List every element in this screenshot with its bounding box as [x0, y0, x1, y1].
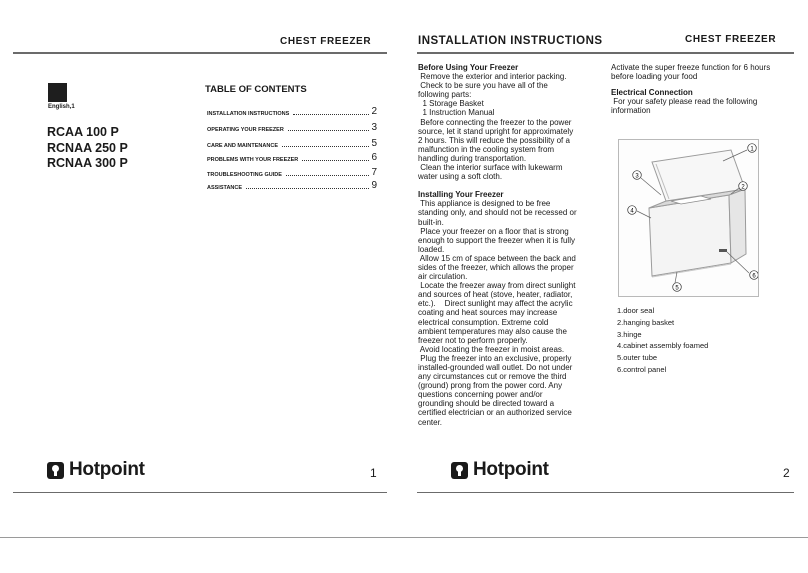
- toc-entry[interactable]: [207, 105, 377, 117]
- model-name: RCNAA 300 P: [47, 156, 128, 170]
- body-line: center.: [418, 417, 443, 427]
- callout-number: 2: [741, 184, 745, 191]
- toc-entry[interactable]: [207, 151, 377, 163]
- body-line: Plug the freezer into an exclusive, properly: [418, 353, 572, 363]
- body-line: 1 Storage Basket: [418, 99, 484, 109]
- body-line: ambient temperatures may also cause the: [418, 326, 567, 336]
- body-line: before loading your food: [611, 72, 698, 82]
- left-header: CHEST FREEZER: [280, 36, 372, 47]
- toc-title: TABLE OF CONTENTS: [205, 84, 307, 95]
- side-column: [611, 63, 801, 115]
- parts-legend: [617, 305, 708, 376]
- callout-number: 6: [752, 273, 756, 280]
- parts-legend-item: 2.hanging basket: [617, 317, 675, 327]
- body-line: questions concerning power and/or: [418, 390, 543, 400]
- body-line: information: [611, 106, 651, 116]
- language-label: English,1: [48, 104, 75, 110]
- body-line: and sources of heat (stove, heater, radiator,: [418, 290, 573, 300]
- toc-leader: [282, 146, 369, 147]
- cabinet-side: [729, 189, 746, 263]
- body-line: Check to be sure you have all of the: [418, 81, 548, 91]
- brand-logo: [451, 459, 549, 481]
- control-panel-shape: [719, 249, 727, 252]
- instructions-column: [418, 63, 603, 427]
- page-number: 1: [370, 466, 377, 480]
- body-line: source, let it stand upright for approximately: [418, 126, 574, 136]
- toc-entry[interactable]: [207, 179, 377, 191]
- language-tab-marker: [48, 83, 67, 102]
- callout-number: 3: [635, 173, 639, 180]
- parts-legend-item: 3.hinge: [617, 329, 642, 339]
- body-line: freezer not to perform properly.: [418, 335, 528, 345]
- toc-entry-label: PROBLEMS WITH YOUR FREEZER: [207, 157, 299, 163]
- body-line: following parts:: [418, 90, 472, 100]
- toc-entry[interactable]: [207, 121, 377, 133]
- body-line: Allow 15 cm of space between the back and: [418, 253, 576, 263]
- body-line: etc.). Direct sunlight may affect the acrylic: [418, 299, 573, 309]
- body-line: coating and heat sources may increase: [418, 308, 558, 318]
- toc-entry-label: INSTALLATION INSTRUCTIONS: [207, 111, 290, 117]
- toc-entry-page: 5: [371, 138, 377, 149]
- section-spacer: [611, 81, 801, 88]
- page-number: 2: [783, 466, 790, 480]
- brand-logo: [47, 459, 145, 481]
- body-line: installed-grounded wall outlet. Do not under: [418, 363, 573, 372]
- body-line: (ground) prong from the power cord. Any: [418, 381, 563, 391]
- leader-line: [641, 178, 661, 195]
- body-line: handling during transportation.: [418, 153, 527, 163]
- toc-leader: [288, 130, 370, 131]
- freezer-diagram: [618, 139, 759, 297]
- parts-legend-item: 5.outer tube: [617, 353, 658, 363]
- model-list: [47, 125, 128, 172]
- toc-entry-label: OPERATING YOUR FREEZER: [207, 127, 284, 133]
- body-line: Locate the freezer away from direct sunlight: [418, 281, 576, 291]
- toc-entry-page: 7: [371, 167, 377, 178]
- body-line: Place your freezer on a floor that is strong: [418, 226, 569, 236]
- parts-legend-item: 1.door seal: [617, 306, 655, 315]
- body-line: Remove the exterior and interior packing.: [418, 72, 567, 82]
- body-line: enough to support the freezer when it is fully: [418, 235, 575, 245]
- body-line: air circulation.: [418, 272, 468, 282]
- toc-entry-label: TROUBLESHOOTING GUIDE: [207, 172, 282, 178]
- body-line: built-in.: [418, 217, 444, 227]
- toc-leader: [293, 114, 369, 115]
- body-line: Activate the super freeze function for 6 hours: [611, 63, 771, 72]
- callout-number: 5: [675, 285, 679, 292]
- body-line: 2 hours. This will reduce the possibility of a: [418, 135, 570, 145]
- section-heading: Installing Your Freezer: [418, 190, 504, 200]
- body-line: certified electrician or an authorized service: [418, 408, 572, 418]
- toc-entry-page: 3: [371, 122, 377, 133]
- right-header: CHEST FREEZER: [685, 34, 777, 45]
- body-line: Clean the interior surface with lukewarm: [418, 163, 563, 173]
- toc-leader: [246, 188, 369, 189]
- hotpoint-logo-icon: [47, 462, 64, 479]
- callout-number: 1: [750, 146, 754, 153]
- toc-entry[interactable]: [207, 166, 377, 178]
- toc-leader: [286, 175, 370, 176]
- body-line: grounding should be directed toward a: [418, 399, 555, 409]
- body-line: 1 Instruction Manual: [418, 108, 495, 118]
- toc-leader: [302, 160, 369, 161]
- body-line: any circumstances cut or remove the third: [418, 372, 567, 382]
- hotpoint-logo-icon: [451, 462, 468, 479]
- section-spacer: [418, 181, 603, 190]
- body-line: water using a soft cloth.: [418, 172, 503, 182]
- right-header-rule: [417, 52, 794, 54]
- body-line: For your safety please read the following: [611, 97, 758, 107]
- parts-legend-item: 4.cabinet assembly foamed: [617, 341, 709, 351]
- toc-entry-label: ASSISTANCE: [207, 185, 243, 191]
- page-title: INSTALLATION INSTRUCTIONS: [418, 35, 603, 47]
- toc-entry[interactable]: [207, 137, 377, 149]
- body-line: sides of the freezer, which allows the proper: [418, 262, 574, 272]
- body-line: electrical consumption. Extreme cold: [418, 317, 549, 327]
- left-header-rule: [13, 52, 387, 54]
- body-line: loaded.: [418, 244, 445, 254]
- chest-freezer-illustration: [619, 140, 758, 296]
- bottom-divider: [0, 537, 808, 538]
- section-heading: Electrical Connection: [611, 88, 693, 98]
- toc-entry-page: 2: [371, 106, 377, 117]
- left-footer-rule: [13, 492, 387, 493]
- brand-name: Hotpoint: [69, 459, 145, 480]
- model-name: RCAA 100 P: [47, 125, 119, 139]
- callout-number: 4: [630, 208, 634, 215]
- body-line: malfunction in the cooling system from: [418, 144, 555, 154]
- cabinet-front: [649, 195, 731, 276]
- toc-entry-page: 6: [371, 152, 377, 163]
- model-name: RCNAA 250 P: [47, 140, 128, 155]
- body-line: standing only, and should not be recessed or: [418, 208, 577, 218]
- right-footer-rule: [417, 492, 794, 493]
- parts-legend-item: 6.control panel: [617, 364, 667, 374]
- body-line: Avoid locating the freezer in moist areas.: [418, 344, 565, 354]
- brand-name: Hotpoint: [473, 459, 549, 480]
- body-line: This appliance is designed to be free: [418, 199, 551, 209]
- body-line: Before connecting the freezer to the power: [418, 117, 572, 127]
- toc-entry-page: 9: [371, 180, 377, 191]
- section-heading: Before Using Your Freezer: [418, 63, 519, 72]
- toc-entry-label: CARE AND MAINTENANCE: [207, 143, 278, 149]
